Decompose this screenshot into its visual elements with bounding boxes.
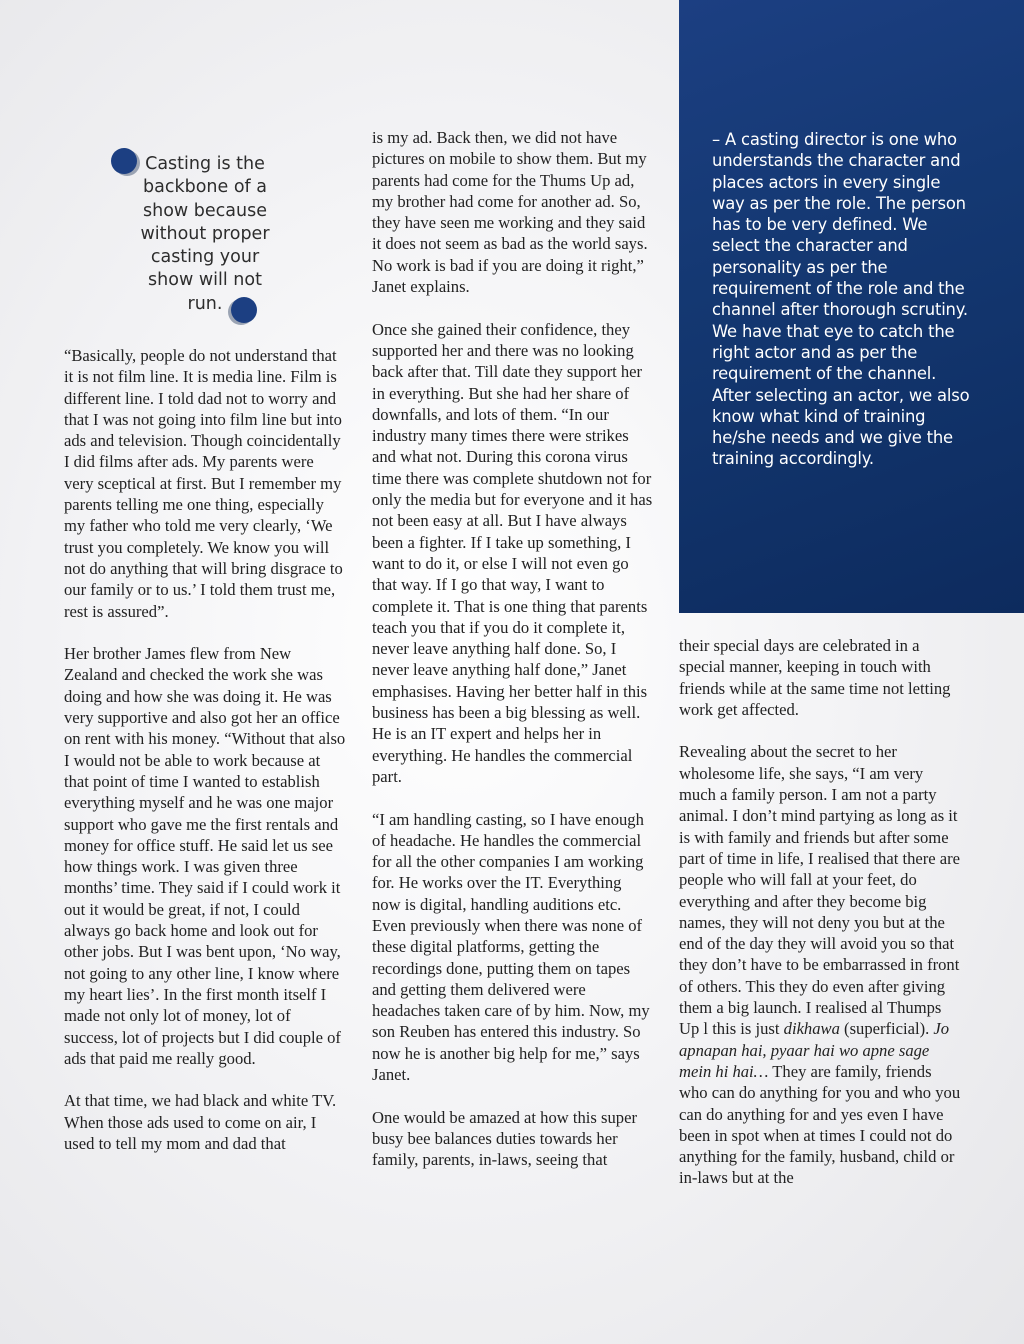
paragraph: Once she gained their confidence, they supported her and there was no looking back after that. Till date they support her in everything. But she had her share of downfalls, and lots of them. “In our industry many times there were strikes and what not. During this corona virus time there was complete shutdown not for only the media but for everyone and it has not been easy at all. But I have always been a fighter. If I take up something, I want to do it, or else I will not even go that way. If I go that way, I want to complete it. That is one thing that parents teach you that if you do it complete it, never leave anything half done. So, I never leave anything half done,” Janet emphasises. Having her better half in this business has been a big blessing as well. He is an IT expert and helps her in everything. He handles the commercial part. [372,319,653,786]
open-quote-icon [110,147,140,177]
italic-run: dikhawa [783,1019,840,1039]
paragraph [679,741,963,1188]
paragraph: One would be amazed at how this super busy bee balances duties towards her family, parents, in-laws, seeing that [372,1107,637,1170]
paragraph: Her brother James flew from New Zealand and checked the work she was doing and how she was doing it. He was very supportive and also got her an office on rent with his money. “Without that also I would not be able to work because at that point of time I wanted to establish everything myself and he was one major support who gave me the first rentals and money for office stuff. He said let us see how things work. I was given three months’ time. They said if I could work it out it would be great, if not, I could always go back home and look out for other jobs. But I was bent upon, ‘No way, not going to any other line, I know where my heart lies’. In the first month itself I made not only lot of money, lot of success, lot of projects but I did couple of ads that paid me really good. [64,644,346,1068]
text-run: Revealing about the secret to her wholesome life, she says, “I am very much a family person. I am not a party animal. I don’t mind partying as long as it is with family and friends but after some part of time in life, I realised that there are people who will fall at your feet, do everything and after they become big names, they will not deny you but at the end of the day they will avoid you so that they don’t have to be embarrassed in front of others. This they do even after giving them a big launch. I realised al Thumps Up l this is just [679,742,961,1039]
close-quote-icon [228,296,258,326]
sidebar-paragraph: – A casting director is one who understands the character and places actors in every single way as per the role. The person has to be very defined. We select the character and personality as per the requirement of the role and the channel after thorough scrutiny. We have that eye to catch the right actor and as per the requirement of the channel. After selecting an actor, we also know what kind of training he/she needs and we give the training accordingly. [712,130,970,469]
pull-quote: Casting is the backbone of a show because without proper casting your show will not run. [140,154,270,314]
article-column-3 [679,635,963,1210]
paragraph: “I am handling casting, so I have enough of headache. He handles the commercial for all the other companies I am working for. He works over the IT. Everything now is digital, handling auditions etc. Even previously when there was none of these digital platforms, getting the recordings done, putting them on tapes and getting them delivered were headaches taken care of by him. Now, my son Reuben has entered this industry. So now he is another big help for me,” says Janet. [372,809,650,1085]
paragraph: their special days are celebrated in a special manner, keeping in touch with friends while at the same time not letting work get affected. [679,636,951,719]
article-column-1 [64,345,346,1176]
paragraph: “Basically, people do not understand that it is not film line. It is media line. Film is different line. I told dad not to worry and that I was not going into film line but into ads and television. Though coincidentally I did films after ads. My parents were very sceptical at first. But I remember my parents telling me one thing, especially my father who told me very clearly, ‘We trust you completely. We know you will not do anything that will bring disgrace to our family or to us.’ I told them trust me, rest is assured”. [64,346,343,621]
sidebar-panel [679,0,1024,613]
italic-run: Jo apnapan hai, pyaar hai wo apne sage mein hi hai… [679,1019,950,1081]
text-run: (superficial). [839,1019,934,1039]
article-column-2 [372,127,654,1192]
paragraph: is my ad. Back then, we did not have pictures on mobile to show them. But my parents had come for the Thums Up ad, my brother had come for another ad. So, they have seen me working and they said it does not seem as bad as the world says. No work is bad if you are doing it right,” Janet explains. [372,128,648,297]
paragraph: At that time, we had black and white TV. When those ads used to come on air, I used to tell my mom and dad that [64,1091,337,1153]
sidebar-text [712,129,972,470]
text-run: They are family, friends who can do anything for you and who you can do anything for and yes even I have been in spot when at times I could not do anything for the family, husband, child or in-laws but at the [679,1061,961,1188]
